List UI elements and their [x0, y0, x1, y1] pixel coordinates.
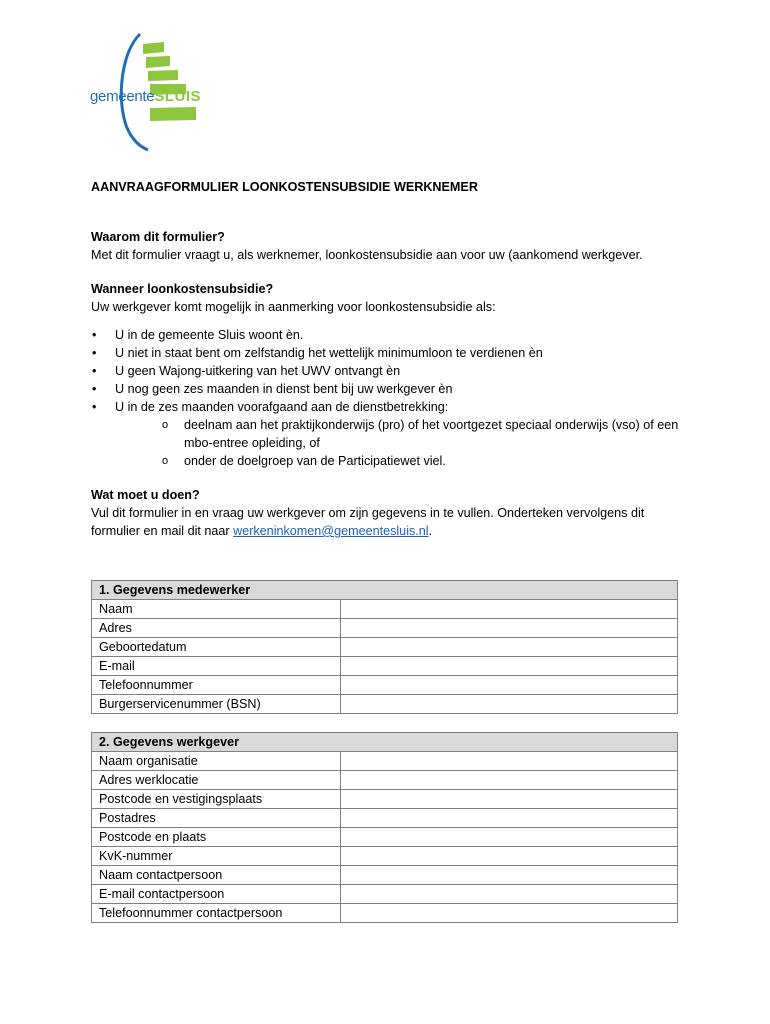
section-when-heading: Wanneer loonkostensubsidie?	[91, 282, 274, 296]
field-label: Postcode en plaats	[92, 828, 341, 847]
field-label: Telefoonnummer	[92, 676, 341, 695]
logo-wordmark: gemeenteSLUIS	[90, 88, 202, 105]
document-body	[91, 178, 681, 556]
field-label: Postcode en vestigingsplaats	[92, 790, 341, 809]
list-item: • U niet in staat bent om zelfstandig het wettelijk minimumloon te verdienen èn	[115, 344, 681, 362]
email-link[interactable]: werkeninkomen@gemeentesluis.nl	[233, 524, 429, 538]
table-row	[92, 695, 678, 714]
table-row	[92, 752, 678, 771]
criteria-list	[91, 326, 681, 470]
field-value[interactable]	[341, 638, 678, 657]
table-row	[92, 790, 678, 809]
field-value[interactable]	[341, 866, 678, 885]
field-value[interactable]	[341, 885, 678, 904]
section-why-heading: Waarom dit formulier?	[91, 230, 225, 244]
table-row	[92, 847, 678, 866]
table-row	[92, 657, 678, 676]
field-label: Adres	[92, 619, 341, 638]
table-row	[92, 904, 678, 923]
table-row	[92, 866, 678, 885]
field-label: Naam contactpersoon	[92, 866, 341, 885]
employee-details-table	[91, 580, 678, 714]
table-row	[92, 828, 678, 847]
section-todo	[91, 486, 681, 540]
list-item: • U in de gemeente Sluis woont èn.	[115, 326, 681, 344]
field-value[interactable]	[341, 809, 678, 828]
field-label: E-mail contactpersoon	[92, 885, 341, 904]
table-row	[92, 638, 678, 657]
field-value[interactable]	[341, 790, 678, 809]
document-title: AANVRAAGFORMULIER LOONKOSTENSUBSIDIE WERKNEMER	[91, 180, 478, 194]
table-row	[92, 885, 678, 904]
sub-list-item: o deelnam aan het praktijkonderwijs (pro) of het voortgezet speciaal onderwijs (vso) of een mbo-entree opleiding, of	[184, 416, 681, 452]
section-todo-body: Vul dit formulier in en vraag uw werkgever om zijn gegevens in te vullen. Onderteken vervolgens dit formulier en mail dit naar werkeninkomen@gemeentesluis.nl.	[91, 506, 645, 538]
table-header: 2. Gegevens werkgever	[92, 733, 678, 752]
section-when	[91, 280, 681, 470]
field-value[interactable]	[341, 676, 678, 695]
field-value[interactable]	[341, 619, 678, 638]
field-value[interactable]	[341, 752, 678, 771]
employer-details-table	[91, 732, 678, 923]
field-value[interactable]	[341, 695, 678, 714]
field-label: Geboortedatum	[92, 638, 341, 657]
list-item: • U geen Wajong-uitkering van het UWV ontvangt èn	[115, 362, 681, 380]
field-label: Burgerservicenummer (BSN)	[92, 695, 341, 714]
table-header: 1. Gegevens medewerker	[92, 581, 678, 600]
table-row	[92, 676, 678, 695]
table-row	[92, 619, 678, 638]
field-label: Naam organisatie	[92, 752, 341, 771]
field-value[interactable]	[341, 828, 678, 847]
table-row	[92, 600, 678, 619]
sub-list-item: o onder de doelgroep van de Participatiewet viel.	[184, 452, 681, 470]
sub-criteria-list	[115, 416, 681, 470]
field-label: Telefoonnummer contactpersoon	[92, 904, 341, 923]
field-label: KvK-nummer	[92, 847, 341, 866]
field-label: Naam	[92, 600, 341, 619]
field-label: Postadres	[92, 809, 341, 828]
field-value[interactable]	[341, 847, 678, 866]
list-item: • U in de zes maanden voorafgaand aan de dienstbetrekking: o deelnam aan het praktijkonderwijs (pro) of het voortgezet speciaal onderwijs (vso) of een mbo-entree opleiding, of o onder de doelgroep van de Participatiewet viel.	[115, 398, 681, 470]
field-value[interactable]	[341, 771, 678, 790]
section-why	[91, 228, 681, 264]
section-why-body: Met dit formulier vraagt u, als werknemer, loonkostensubsidie aan voor uw (aankomend werkgever.	[91, 248, 643, 262]
table-row	[92, 809, 678, 828]
field-label: Adres werklocatie	[92, 771, 341, 790]
field-label: E-mail	[92, 657, 341, 676]
list-item: • U nog geen zes maanden in dienst bent bij uw werkgever èn	[115, 380, 681, 398]
field-value[interactable]	[341, 657, 678, 676]
section-todo-heading: Wat moet u doen?	[91, 488, 200, 502]
field-value[interactable]	[341, 600, 678, 619]
field-value[interactable]	[341, 904, 678, 923]
table-row	[92, 771, 678, 790]
section-when-intro: Uw werkgever komt mogelijk in aanmerking voor loonkostensubsidie als:	[91, 300, 496, 314]
